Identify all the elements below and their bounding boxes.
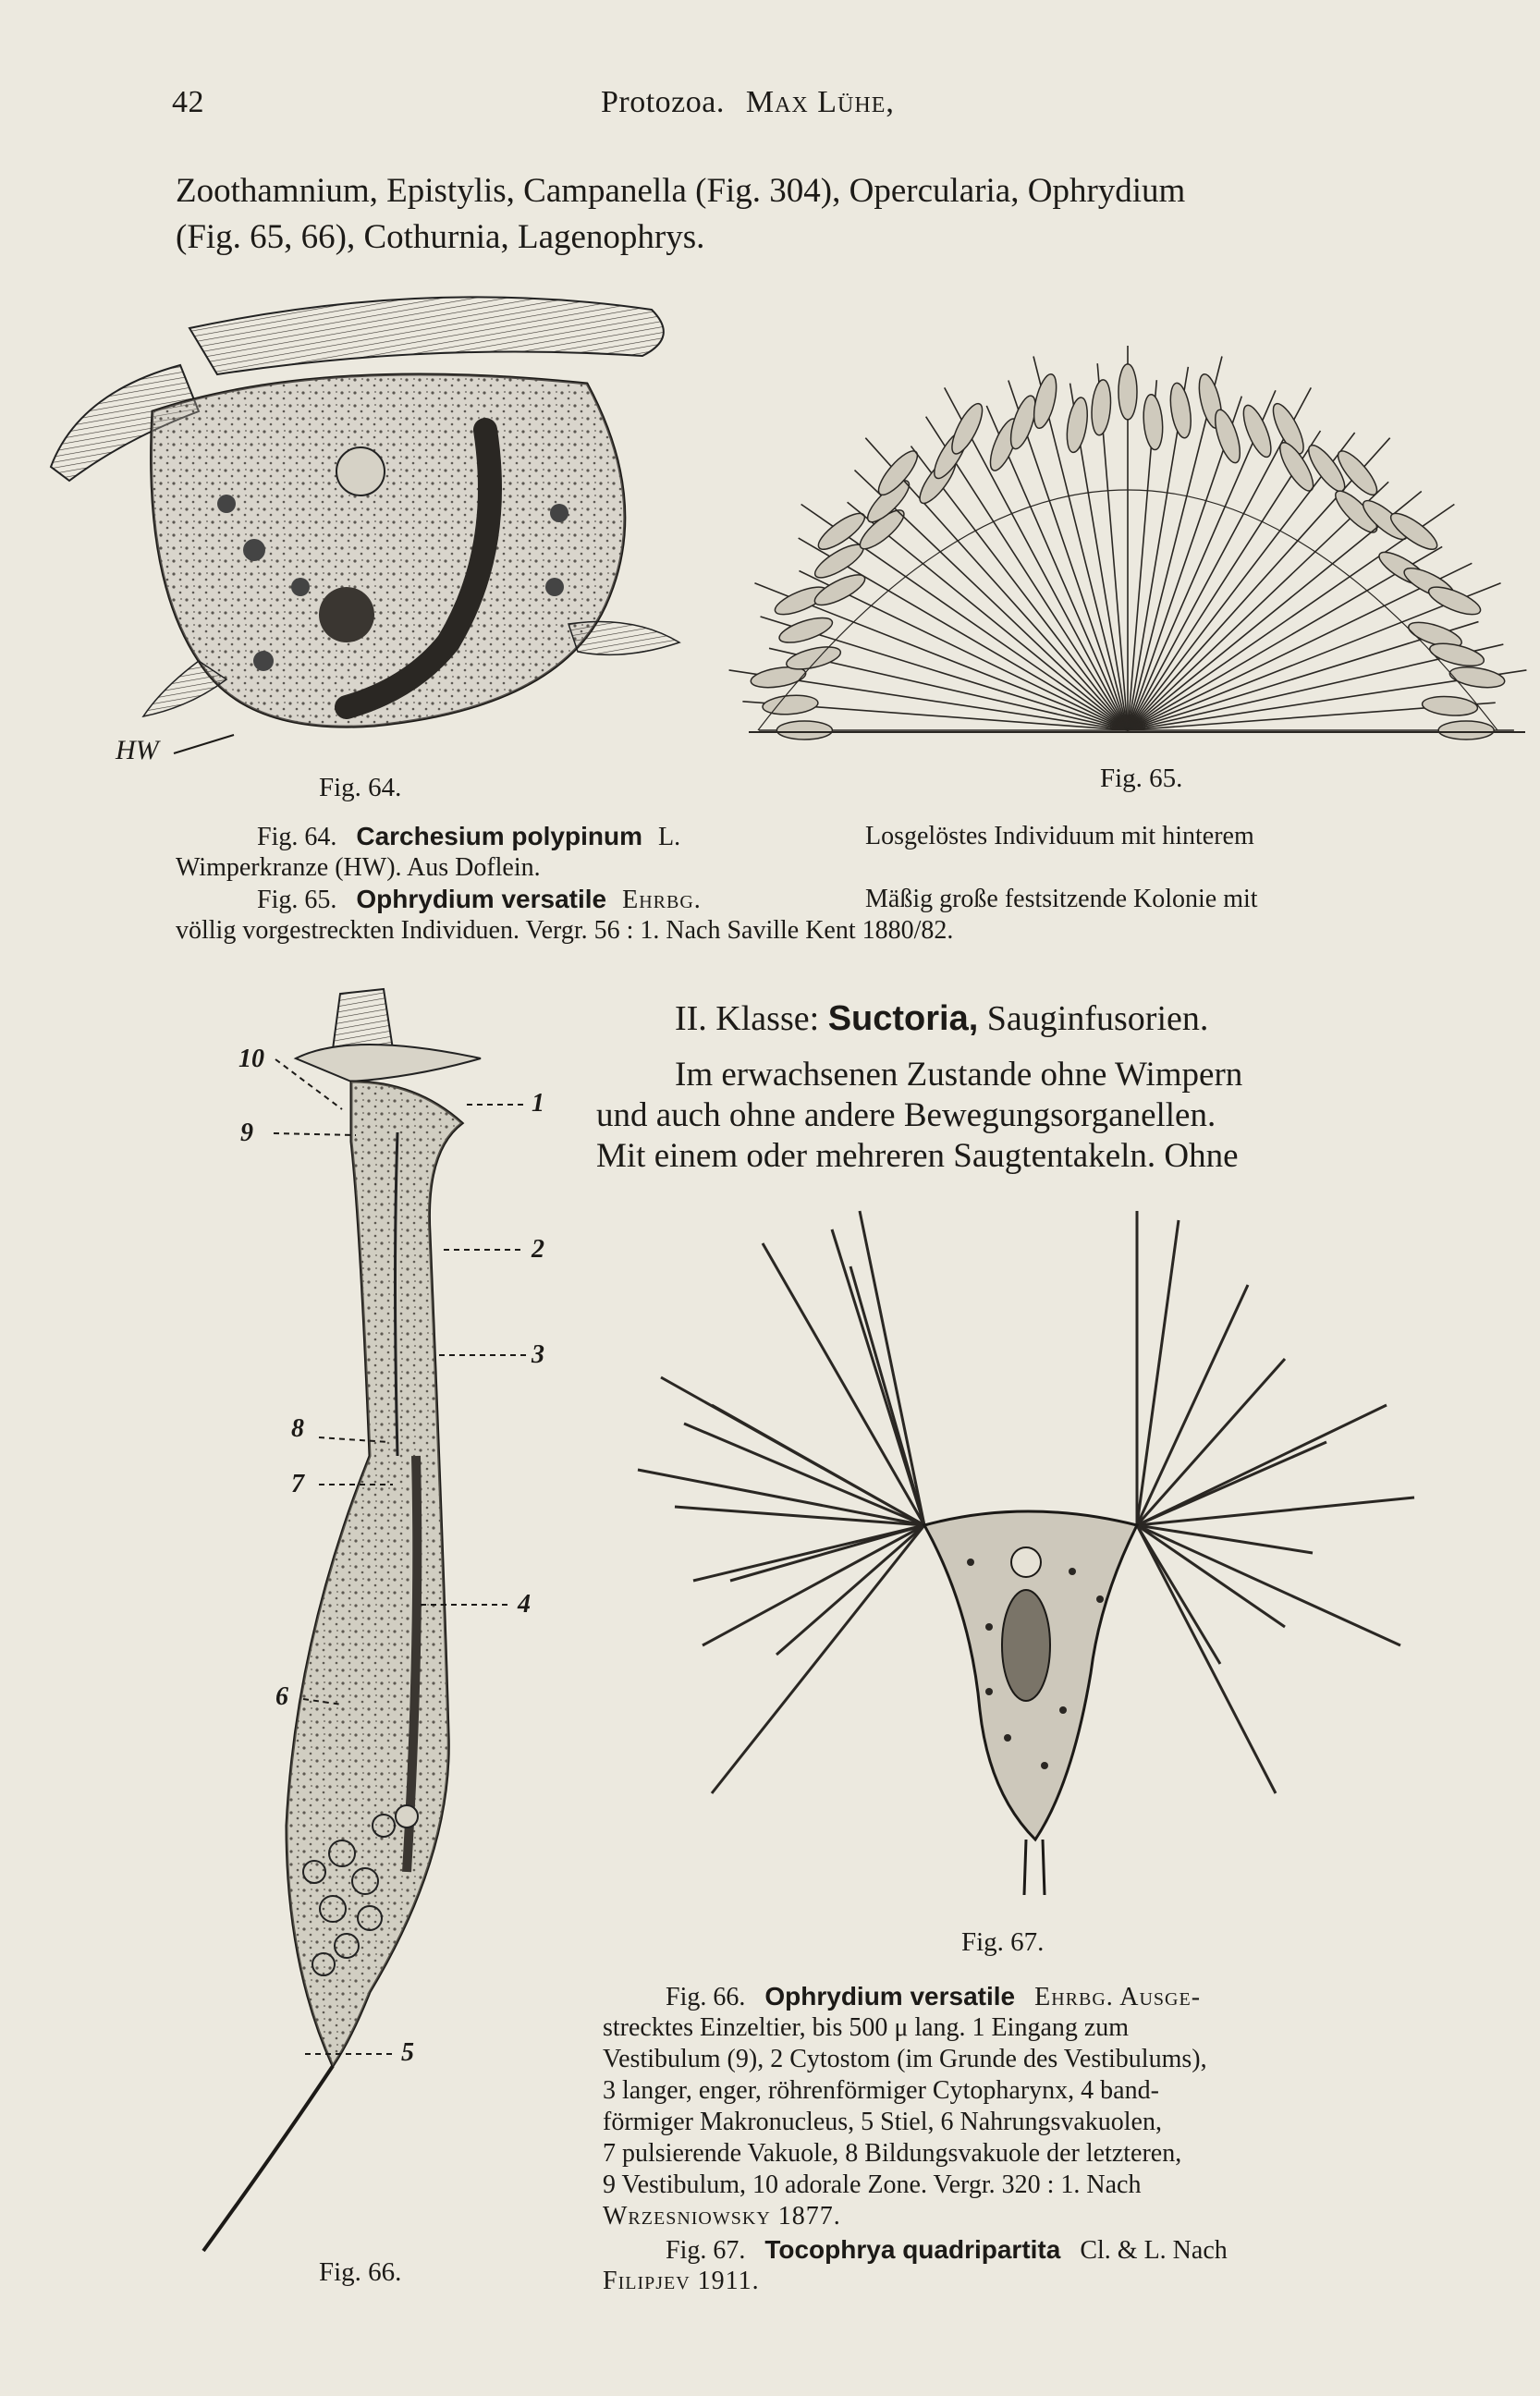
fig67-label: Fig. 67. — [961, 1927, 1045, 1957]
class-name-suctoria: Suctoria, — [827, 999, 979, 1038]
caption65-line-1: Fig. 65. Ophrydium versatile Ehrbg. Mäßig große festsitzende Kolonie mit — [257, 885, 1258, 914]
pointer-9: 9 — [240, 1119, 253, 1147]
fig67-illustration — [638, 1192, 1433, 1895]
caption66-line-3: Vestibulum (9), 2 Cytostom (im Grunde des Vestibulums), — [603, 2045, 1207, 2073]
fig66-label: Fig. 66. — [319, 2257, 402, 2287]
section-line-3: Mit einem oder mehreren Saugtentakeln. Ohne — [596, 1137, 1239, 1175]
species-tocophrya: Tocophrya quadripartita — [764, 2235, 1061, 2264]
caption66-line-5: förmiger Makronucleus, 5 Stiel, 6 Nahrungsvakuolen, — [603, 2108, 1162, 2136]
caption66-line-4: 3 langer, enger, röhrenförmiger Cytopharynx, 4 band- — [603, 2076, 1159, 2105]
species-ophrydium-66: Ophrydium versatile — [764, 1982, 1016, 2011]
caption67-line-1: Fig. 67. Tocophrya quadripartita Cl. & L. Nach — [666, 2235, 1228, 2265]
fig64-hw-marker: HW — [116, 735, 159, 765]
page-number: 42 — [172, 85, 204, 119]
caption66-line-6: 7 pulsierende Vakuole, 8 Bildungsvakuole der letzteren, — [603, 2139, 1182, 2168]
fig65-label: Fig. 65. — [1100, 764, 1183, 793]
pointer-8: 8 — [291, 1414, 304, 1443]
section-line-2: und auch ohne andere Bewegungsorganellen. — [596, 1096, 1216, 1134]
section-line-1: Im erwachsenen Zustande ohne Wimpern — [675, 1056, 1243, 1094]
pointer-3: 3 — [532, 1340, 544, 1369]
running-head-title: Protozoa. — [601, 85, 725, 119]
caption64-line-1: Fig. 64. Carchesium polypinum L. Losgelöstes Individuum mit hinterem — [257, 822, 1254, 851]
caption67-line-2: Filipjev 1911. — [603, 2267, 760, 2295]
pointer-7: 7 — [291, 1470, 304, 1498]
pointer-2: 2 — [532, 1235, 544, 1264]
pointer-6: 6 — [275, 1682, 288, 1711]
intro-line-1: Zoothamnium, Epistylis, Campanella (Fig. 304), Opercularia, Ophrydium — [176, 172, 1186, 210]
running-head-author: Max Lühe, — [745, 85, 895, 119]
caption64-line-2: Wimperkranze (HW). Aus Doflein. — [176, 853, 541, 882]
species-carchesium: Carchesium polypinum — [356, 822, 642, 850]
pointer-5: 5 — [401, 2038, 414, 2067]
caption66-line-8: Wrzesniowsky 1877. — [603, 2202, 841, 2231]
caption66-line-1: Fig. 66. Ophrydium versatile Ehrbg. Ausge- — [666, 1982, 1202, 2011]
pointer-1: 1 — [532, 1089, 544, 1118]
section-heading: II. Klasse: Suctoria, Sauginfusorien. — [675, 999, 1209, 1038]
pointer-10: 10 — [238, 1045, 264, 1073]
species-ophrydium: Ophrydium versatile — [356, 885, 607, 913]
pointer-4: 4 — [518, 1590, 531, 1619]
fig64-label: Fig. 64. — [319, 773, 402, 802]
caption66-line-7: 9 Vestibulum, 10 adorale Zone. Vergr. 320 : 1. Nach — [603, 2170, 1142, 2199]
intro-line-2: (Fig. 65, 66), Cothurnia, Lagenophrys. — [176, 218, 705, 256]
caption66-line-2: strecktes Einzeltier, bis 500 μ lang. 1 Eingang zum — [603, 2013, 1130, 2042]
caption65-line-2: völlig vorgestreckten Individuen. Vergr. 56 : 1. Nach Saville Kent 1880/82. — [176, 916, 954, 945]
